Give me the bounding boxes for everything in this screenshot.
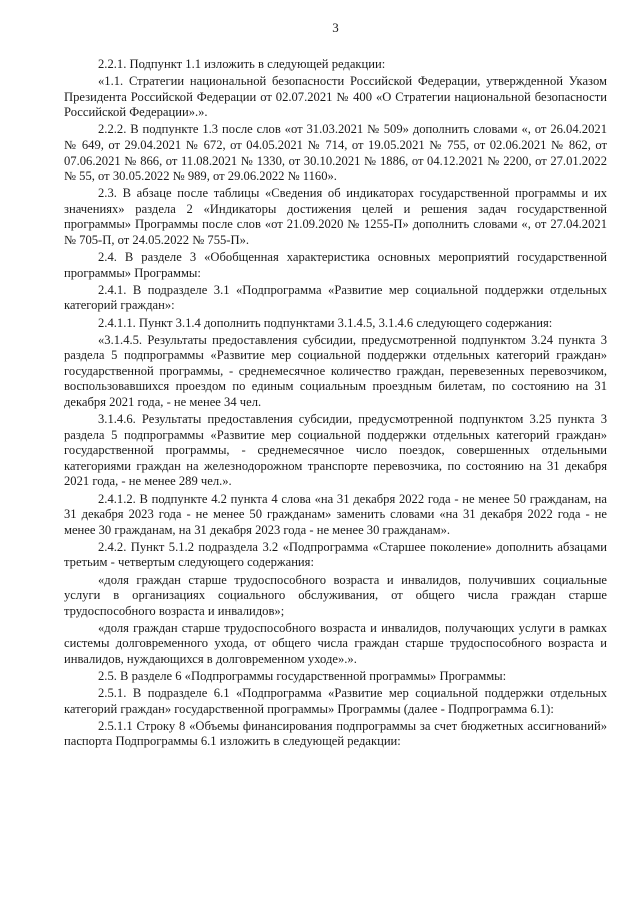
paragraph-2-5: 2.5. В разделе 6 «Подпрограммы государственной программы» Программы:: [98, 669, 507, 684]
paragraph-2-5-1-1: 2.5.1.1 Строку 8 «Объемы финансирования подпрограммы за счет бюджетных ассигнований» паспорта Подпрограммы 6.1 изложить в следующей редакции:: [64, 718, 607, 749]
paragraph-quote-1-1: «1.1. Стратегии национальной безопасности Российской Федерации, утвержденной Указом Президента Российской Федерации от 02.07.2021 № 400 «О Стратегии национальной безопасности Российской Федерации».».: [64, 74, 607, 120]
paragraph-2-4-1: 2.4.1. В подразделе 3.1 «Подпрограмма «Развитие мер социальной поддержки отдельных категорий граждан»:: [64, 282, 607, 313]
paragraph-2-4-1-2: 2.4.1.2. В подпункте 4.2 пункта 4 слова «на 31 декабря 2022 года - не менее 50 гражданам, на 31 декабря 2023 года - не менее 50 гражданам» заменить словами «на 31 декабря 2022 года - не менее 30 гражданам, на 31 декабря 2023 года - не менее 30 гражданам».: [64, 491, 607, 537]
paragraph-2-2-1: 2.2.1. Подпункт 1.1 изложить в следующей редакции:: [98, 57, 386, 71]
paragraph-2-4: 2.4. В разделе 3 «Обобщенная характеристика основных мероприятий государственной программы» Программы:: [64, 250, 607, 280]
paragraph-quote-share-social-services: «доля граждан старше трудоспособного возраста и инвалидов, получивших социальные услуги в организациях социального обслуживания, от общего числа граждан старше трудоспособного возраста и инвалидов»;: [64, 572, 607, 618]
page-number: 3: [332, 20, 339, 35]
paragraph-quote-share-long-term-care: «доля граждан старше трудоспособного возраста и инвалидов, получающих услуги в рамках системы долговременного ухода, от общего числа граждан старше трудоспособного возраста и инвалидов, нуждающихся в долговременном уходе».».: [64, 620, 607, 666]
paragraph-2-5-1: 2.5.1. В подразделе 6.1 «Подпрограмма «Развитие мер социальной поддержки отдельных категорий граждан» государственной программы» Программы (далее - Подпрограмма 6.1):: [64, 686, 607, 716]
paragraph-2-4-2: 2.4.2. Пункт 5.1.2 подраздела 3.2 «Подпрограмма «Старшее поколение» дополнить абзацами третьим - четвертым следующего содержания:: [64, 539, 607, 570]
paragraph-2-3: 2.3. В абзаце после таблицы «Сведения об индикаторах государственной программы и их значениях» раздела 2 «Индикаторы достижения целей и решения задач государственной программы» Программы после слов «от 21.09.2020 № 1255-П» дополнить словами «, от 27.04.2021 № 705-П, от 24.05.2022 № 755-П».: [64, 186, 607, 248]
paragraph-3-1-4-5: «3.1.4.5. Результаты предоставления субсидии, предусмотренной подпунктом 3.24 пункта 3 раздела 5 подпрограммы «Развитие мер социальной поддержки отдельных категорий граждан» государственной программы, - среднемесячное количество граждан, перевезенных перевозчиком, воспользовавшихся проездом по единым социальным проездным билетам, по состоянию на 31 декабря 2021 года, - не менее 34 чел.: [64, 332, 607, 409]
paragraph-2-2-2: 2.2.2. В подпункте 1.3 после слов «от 31.03.2021 № 509» дополнить словами «, от 26.04.2021 № 649, от 29.04.2021 № 672, от 04.05.2021 № 714, от 19.05.2021 № 755, от 02.06.2021 № 862, от 07.06.2021 № 866, от 11.08.2021 № 1330, от 30.10.2021 № 1886, от 04.12.2021 № 2200, от 27.01.2022 № 55, от 30.05.2022 № 989, от 29.06.2022 № 1160».: [64, 122, 607, 184]
paragraph-2-4-1-1: 2.4.1.1. Пункт 3.1.4 дополнить подпунктами 3.1.4.5, 3.1.4.6 следующего содержания:: [98, 315, 553, 330]
paragraph-3-1-4-6: 3.1.4.6. Результаты предоставления субсидии, предусмотренной подпунктом 3.25 пункта 3 раздела 5 подпрограммы «Развитие мер социальной поддержки отдельных категорий граждан» государственной программы, - среднемесячное число поездок, совершенных отдельными категориями граждан на железнодорожном транспорте перевозчика, по состоянию на 31 декабря 2021 года, - не менее 289 чел.».: [64, 412, 607, 489]
